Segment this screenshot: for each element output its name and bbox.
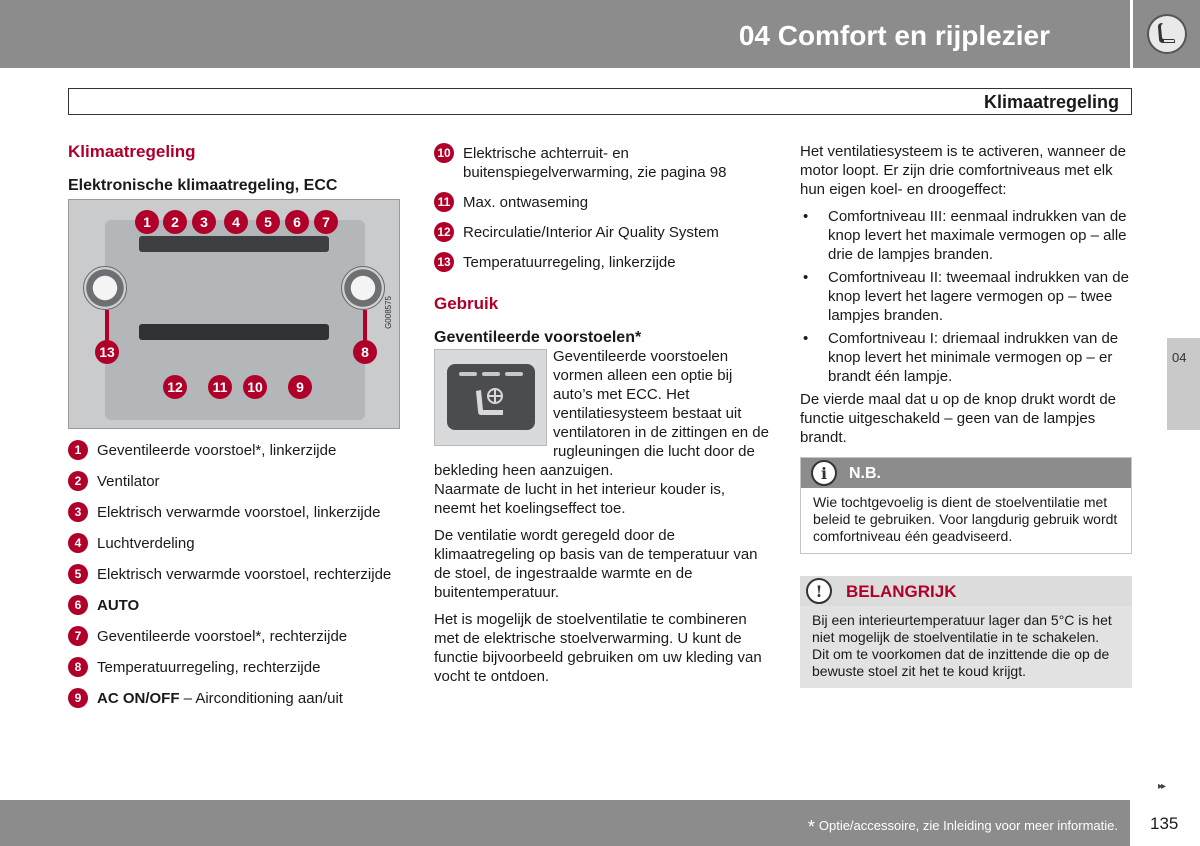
list-item: • Comfortniveau II: tweemaal indrukken van de knop levert het lagere vermogen op – twee lampjes branden. (800, 268, 1132, 325)
list-item: • Comfortniveau I: driemaal indrukken van de knop levert het minimale vermogen op – er brandt één lampje. (800, 329, 1132, 386)
side-tab-label: 04 (1172, 350, 1187, 365)
paragraph: Het is mogelijk de stoelventilatie te combineren met de elektrische stoelverwarming. U kunt de functie bijvoorbeeld gebruiken om uw kleding van vocht te ontdoen. (434, 611, 762, 685)
callout-4: 4 (224, 210, 248, 234)
heading-ventilated-seats: Geventileerde voorstoelen* (434, 329, 642, 346)
list-item: 12 Recirculatie/Interior Air Quality System (434, 223, 770, 242)
top-button-row (139, 236, 329, 252)
note-label: N.B. (849, 464, 881, 482)
section-header (68, 88, 1132, 115)
important-label: BELANGRIJK (846, 581, 957, 601)
indicator-lamp (505, 372, 523, 376)
chapter-side-tab (1167, 338, 1200, 430)
indicator-lamp (459, 372, 477, 376)
list-item: 1 Geventileerde voorstoel*, linkerzijde (68, 441, 408, 460)
list-item: 10 Elektrische achterruit- en buitenspiegelverwarming, zie pagina 98 (434, 144, 770, 182)
footnote (808, 817, 1118, 838)
heading-climate: Klimaatregeling (68, 142, 196, 161)
heading-ecc: Elektronische klimaatregeling, ECC (68, 177, 338, 194)
callout-6: 6 (285, 210, 309, 234)
heading-usage: Gebruik (434, 294, 499, 313)
footer-bar (0, 800, 1130, 846)
list-item: 7 Geventileerde voorstoel*, rechterzijde (68, 627, 408, 646)
important-header (800, 576, 1132, 606)
list-item: 9 AC ON/OFF – Airconditioning aan/uit (68, 689, 408, 708)
page-number: 135 (1150, 814, 1179, 833)
callout-8: 8 (353, 340, 377, 364)
paragraph: De vierde maal dat u op de knop drukt wordt de functie uitgeschakeld – geen van de lampjes brandt. (800, 391, 1117, 446)
legend-list-1-9 (68, 441, 408, 708)
chapter-icon-box (1133, 0, 1200, 68)
continue-arrows-icon: ▸▸ (1158, 781, 1165, 792)
callout-1: 1 (135, 210, 159, 234)
column-middle (434, 142, 770, 686)
callout-13: 13 (95, 340, 119, 364)
callout-12: 12 (163, 375, 187, 399)
ventilated-seats-text: Geventileerde voorstoelen vormen alleen een optie bij auto’s met ECC. Het ventilatiesysteem bestaat uit ventilatoren in de zittingen en de rugleuningen die lucht door de bekleding heen aanzuigen. (434, 348, 769, 479)
leader-line (363, 310, 367, 344)
left-temperature-knob (83, 266, 127, 310)
note-header (801, 458, 1131, 488)
section-title: Klimaatregeling (983, 92, 1119, 112)
info-icon: i (811, 460, 837, 486)
list-item: 3 Elektrisch verwarmde voorstoel, linkerzijde (68, 503, 408, 522)
figure-code: G008575 (384, 296, 393, 329)
paragraph: Naarmate de lucht in het interieur kouder is, neemt het koelingseffect toe. (434, 481, 725, 517)
seat-icon (1147, 14, 1187, 54)
ventilated-seats-block (434, 347, 770, 480)
column-right (800, 142, 1132, 688)
footnote-star: * (807, 817, 815, 837)
list-item: 2 Ventilator (68, 472, 408, 491)
list-item: 8 Temperatuurregeling, rechterzijde (68, 658, 408, 677)
paragraph: De ventilatie wordt geregeld door de klimaatregeling op basis van de temperatuur van de stoel, de ingestraalde warmte en de buitentemperatuur. (434, 527, 758, 601)
indicator-lamp (482, 372, 500, 376)
list-item: 13 Temperatuurregeling, linkerzijde (434, 253, 770, 272)
ecc-panel-figure (68, 199, 400, 429)
callout-2: 2 (163, 210, 187, 234)
chapter-title: 04 Comfort en rijplezier (738, 20, 1050, 51)
bottom-button-row (139, 324, 329, 340)
callout-3: 3 (192, 210, 216, 234)
important-box (800, 576, 1132, 688)
footnote-text: Optie/accessoire, zie Inleiding voor meer informatie. (818, 818, 1118, 833)
callout-10: 10 (243, 375, 267, 399)
warning-icon: ! (806, 578, 832, 604)
callout-5: 5 (256, 210, 280, 234)
chapter-header-bar (0, 0, 1130, 68)
list-item: 5 Elektrisch verwarmde voorstoel, rechterzijde (68, 565, 408, 584)
paragraph: Het ventilatiesysteem is te activeren, wanneer de motor loopt. Er zijn drie comfortniveaus met elk hun eigen koel- en droogeffect: (800, 143, 1126, 198)
list-item: 4 Luchtverdeling (68, 534, 408, 553)
seat-vent-button (447, 364, 535, 430)
list-item: 11 Max. ontwaseming (434, 193, 770, 212)
important-text: Bij een interieurtemperatuur lager dan 5°C is het niet mogelijk de stoelventilatie in te schakelen. Dit om te voorkomen dat de inzittende die op de bewuste stoel zit het te koud krijgt. (812, 612, 1112, 679)
callout-9: 9 (288, 375, 312, 399)
note-text: Wie tochtgevoelig is dient de stoelventilatie met beleid te gebruiken. Voor langdurig gebruik wordt comfortniveau één geadviseerd. (813, 494, 1118, 544)
comfort-levels-list (800, 207, 1132, 386)
seat-vent-button-figure (434, 349, 547, 446)
seat-fan-icon (473, 384, 511, 422)
callout-7: 7 (314, 210, 338, 234)
callout-11: 11 (208, 375, 232, 399)
note-box (800, 457, 1132, 554)
list-item: • Comfortniveau III: eenmaal indrukken van de knop levert het maximale vermogen op – alle drie de lampjes branden. (800, 207, 1132, 264)
column-left (68, 142, 408, 720)
list-item: 6 AUTO (68, 596, 408, 615)
legend-list-10-13 (434, 144, 770, 272)
